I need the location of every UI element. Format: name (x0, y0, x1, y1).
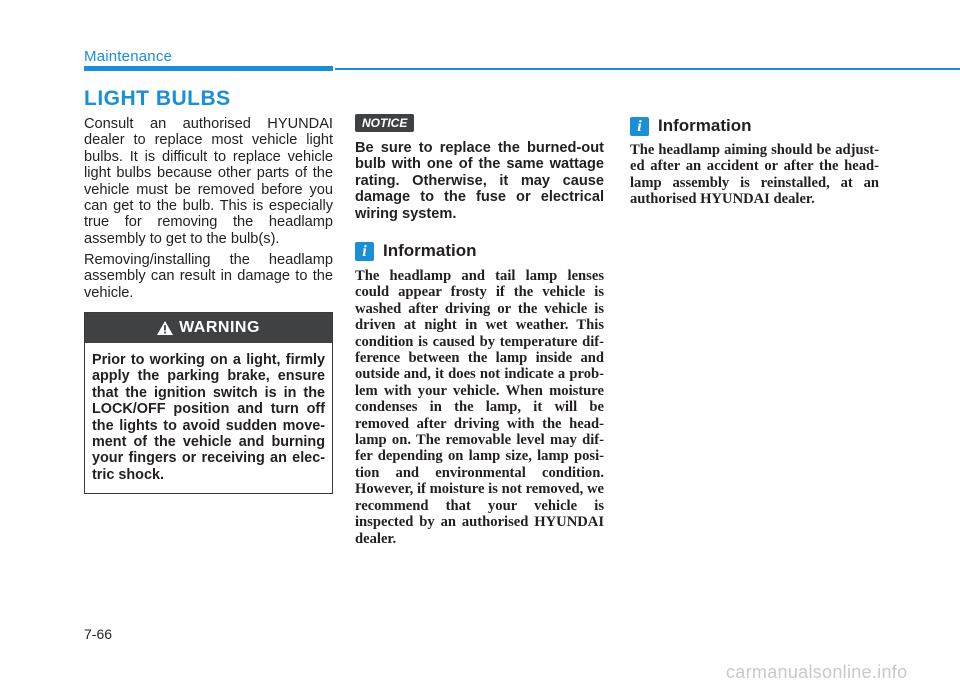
info-icon: i (355, 242, 374, 261)
information-heading-label: Information (383, 241, 477, 260)
information-text-2: The headlamp aiming should be adjust-ed after an accident or after the head-lamp assembly is reinstalled, at an authorised HYUNDAI dealer. (630, 142, 879, 208)
information-text-1: The headlamp and tail lamp lenses could appear frosty if the vehicle is washed after driving or the vehicle is driven at night in wet weather. This condition is caused by temperature dif-ference between the lamp inside and outside and, it does not indicate a prob-lem with your vehicle. When moisture condenses in the lamp, it will be removed after driving with the head-lamp on. The removable level may dif-fer depending on lamp size, lamp posi-tion and environmental condition. However, if moisture is not removed, we recommend that your vehicle is inspected by an authorised HYUNDAI dealer. (355, 268, 604, 547)
warning-label: WARNING (179, 319, 260, 336)
info-icon: i (630, 117, 649, 136)
page-number: 7-66 (84, 626, 113, 642)
damage-paragraph: Removing/installing the headlamp assembly can result in damage to the vehicle. (84, 252, 333, 301)
warning-header (85, 313, 332, 343)
information-heading-1 (355, 241, 477, 261)
warning-box (84, 312, 333, 494)
information-heading-label: Information (658, 116, 752, 135)
notice-badge: NOTICE (355, 114, 414, 132)
section-label: Maintenance (84, 48, 173, 65)
information-heading-2 (630, 116, 752, 136)
watermark: carmanualsonline.info (726, 662, 908, 682)
notice-text: Be sure to replace the burned-out bulb with one of the same wattage rating. Otherwise, it may cause damage to the fuse or electrical wiring system. (355, 140, 604, 222)
intro-paragraph: Consult an authorised HYUNDAI dealer to replace most vehicle light bulbs. It is difficult to replace vehicle light bulbs because other parts of the vehicle must be removed before you can get to the bulb. This is especially true for removing the headlamp assembly to get to the bulb(s). (84, 116, 333, 247)
header-rule-thin (335, 68, 960, 70)
warning-text: Prior to working on a light, firmly apply the parking brake, ensure that the ignition switch is in the LOCK/OFF position and turn off the lights to avoid sudden move-ment of the vehicle and burning your fingers or receiving an elec-tric shock. (92, 352, 325, 483)
page-title: LIGHT BULBS (84, 87, 231, 110)
warning-triangle-icon (157, 321, 173, 335)
header-rule-thick (84, 66, 333, 71)
